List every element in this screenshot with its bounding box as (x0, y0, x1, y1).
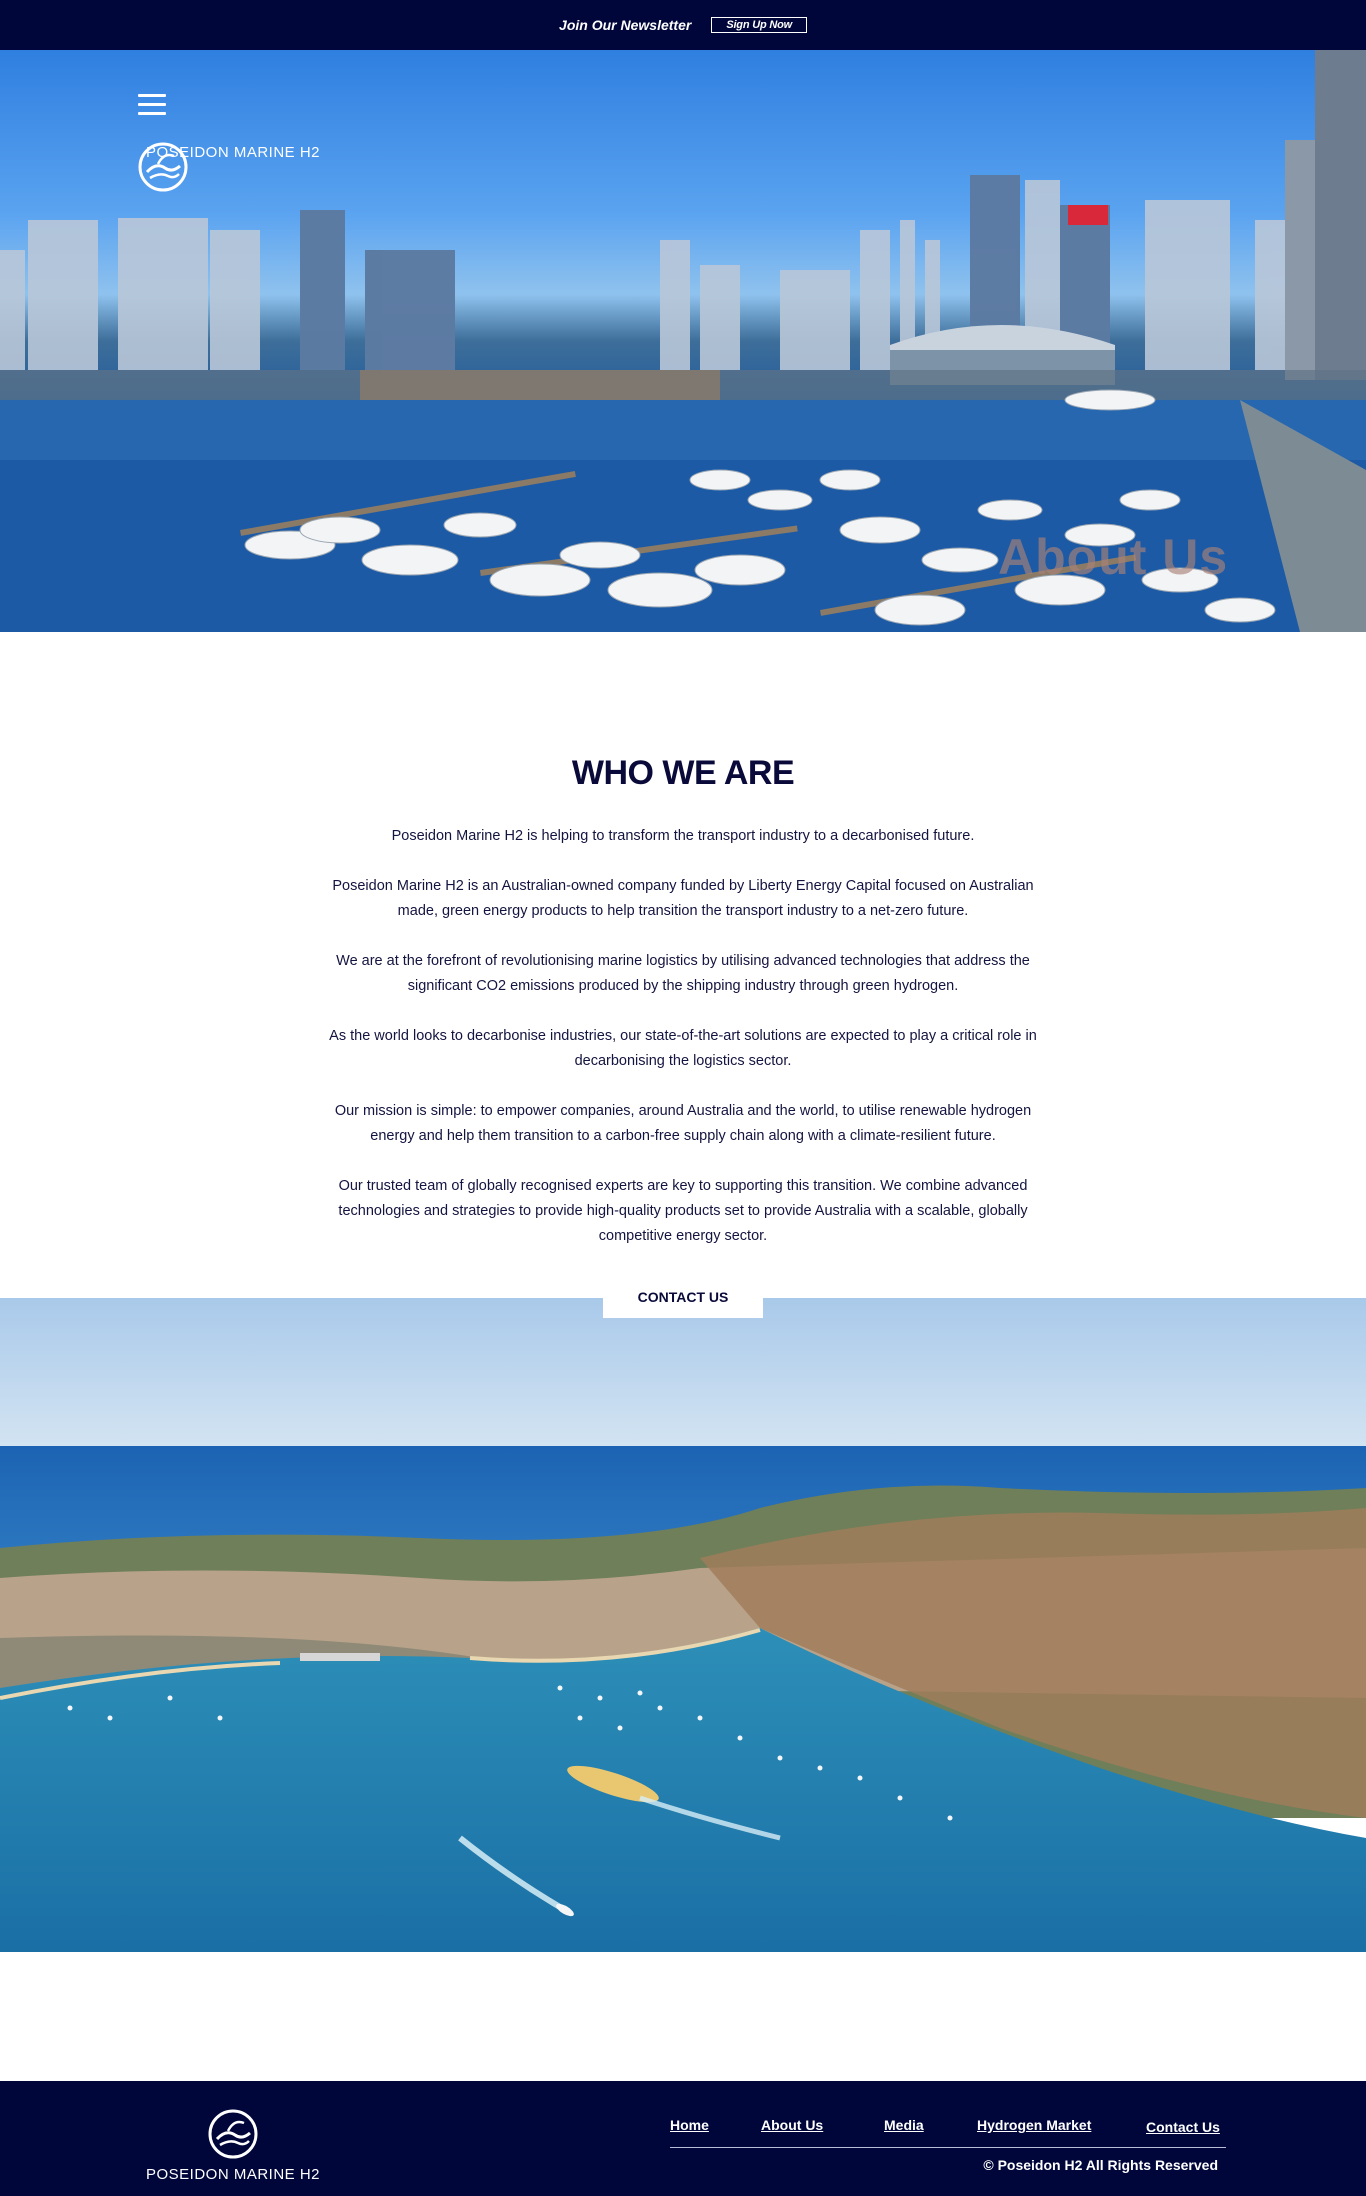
footer (0, 2081, 1366, 2196)
about-paragraph: Our trusted team of globally recognised experts are key to supporting this transition. We combine advanced technologies and strategies to provide high-quality products set to provide Australia with a scalable, globally competitive energy sector. (338, 1178, 1028, 1244)
copyright: © Poseidon H2 All Rights Reserved (983, 2157, 1218, 2173)
about-paragraph: Poseidon Marine H2 is helping to transform the transport industry to a decarbonised future. (391, 828, 975, 844)
brand-name: POSEIDON MARINE H2 (145, 2166, 321, 2183)
footer-link-media[interactable]: Media (884, 2117, 924, 2133)
hamburger-menu-icon[interactable] (138, 94, 166, 116)
about-paragraph: As the world looks to decarbonise industries, our state-of-the-art solutions are expected to play a critical role in decarbonising the logistics sector. (329, 1028, 1037, 1069)
about-paragraph: We are at the forefront of revolutionising marine logistics by utilising advanced technologies that address the significant CO2 emissions produced by the shipping industry through green hydrogen. (336, 953, 1030, 994)
section-title: WHO WE ARE (571, 754, 795, 792)
footer-divider (670, 2147, 1226, 2148)
about-paragraph: Poseidon Marine H2 is an Australian-owned company funded by Liberty Energy Capital focused on Australian made, green energy products to help transition the transport industry to a net-zero future. (332, 878, 1034, 919)
footer-link-contact-us[interactable]: Contact Us (1146, 2119, 1220, 2135)
contact-us-button[interactable]: CONTACT US (603, 1275, 763, 1318)
wave-circle-logo-icon (208, 2109, 258, 2159)
footer-link-hydrogen-market[interactable]: Hydrogen Market (977, 2117, 1092, 2133)
header-logo[interactable] (138, 142, 328, 161)
harbour-aerial-photo (0, 1298, 1366, 1952)
newsletter-bar (0, 0, 1366, 50)
newsletter-text: Join Our Newsletter (559, 17, 692, 33)
footer-logo[interactable] (138, 2109, 328, 2183)
brand-name: POSEIDON MARINE H2 (145, 144, 321, 161)
hero-heading: About Us (998, 529, 1229, 585)
about-section (0, 632, 1366, 1305)
sign-up-button[interactable]: Sign Up Now (711, 17, 807, 33)
footer-nav (670, 2117, 1226, 2145)
wave-circle-logo-icon (138, 142, 188, 192)
about-paragraph: Our mission is simple: to empower companies, around Australia and the world, to utilise renewable hydrogen energy and help them transition to a carbon-free supply chain along with a climate-resilient future. (334, 1103, 1032, 1144)
footer-link-about-us[interactable]: About Us (761, 2117, 824, 2133)
footer-link-home[interactable]: Home (670, 2117, 709, 2133)
about-paragraphs (313, 824, 1053, 1274)
hero-banner (0, 50, 1366, 632)
